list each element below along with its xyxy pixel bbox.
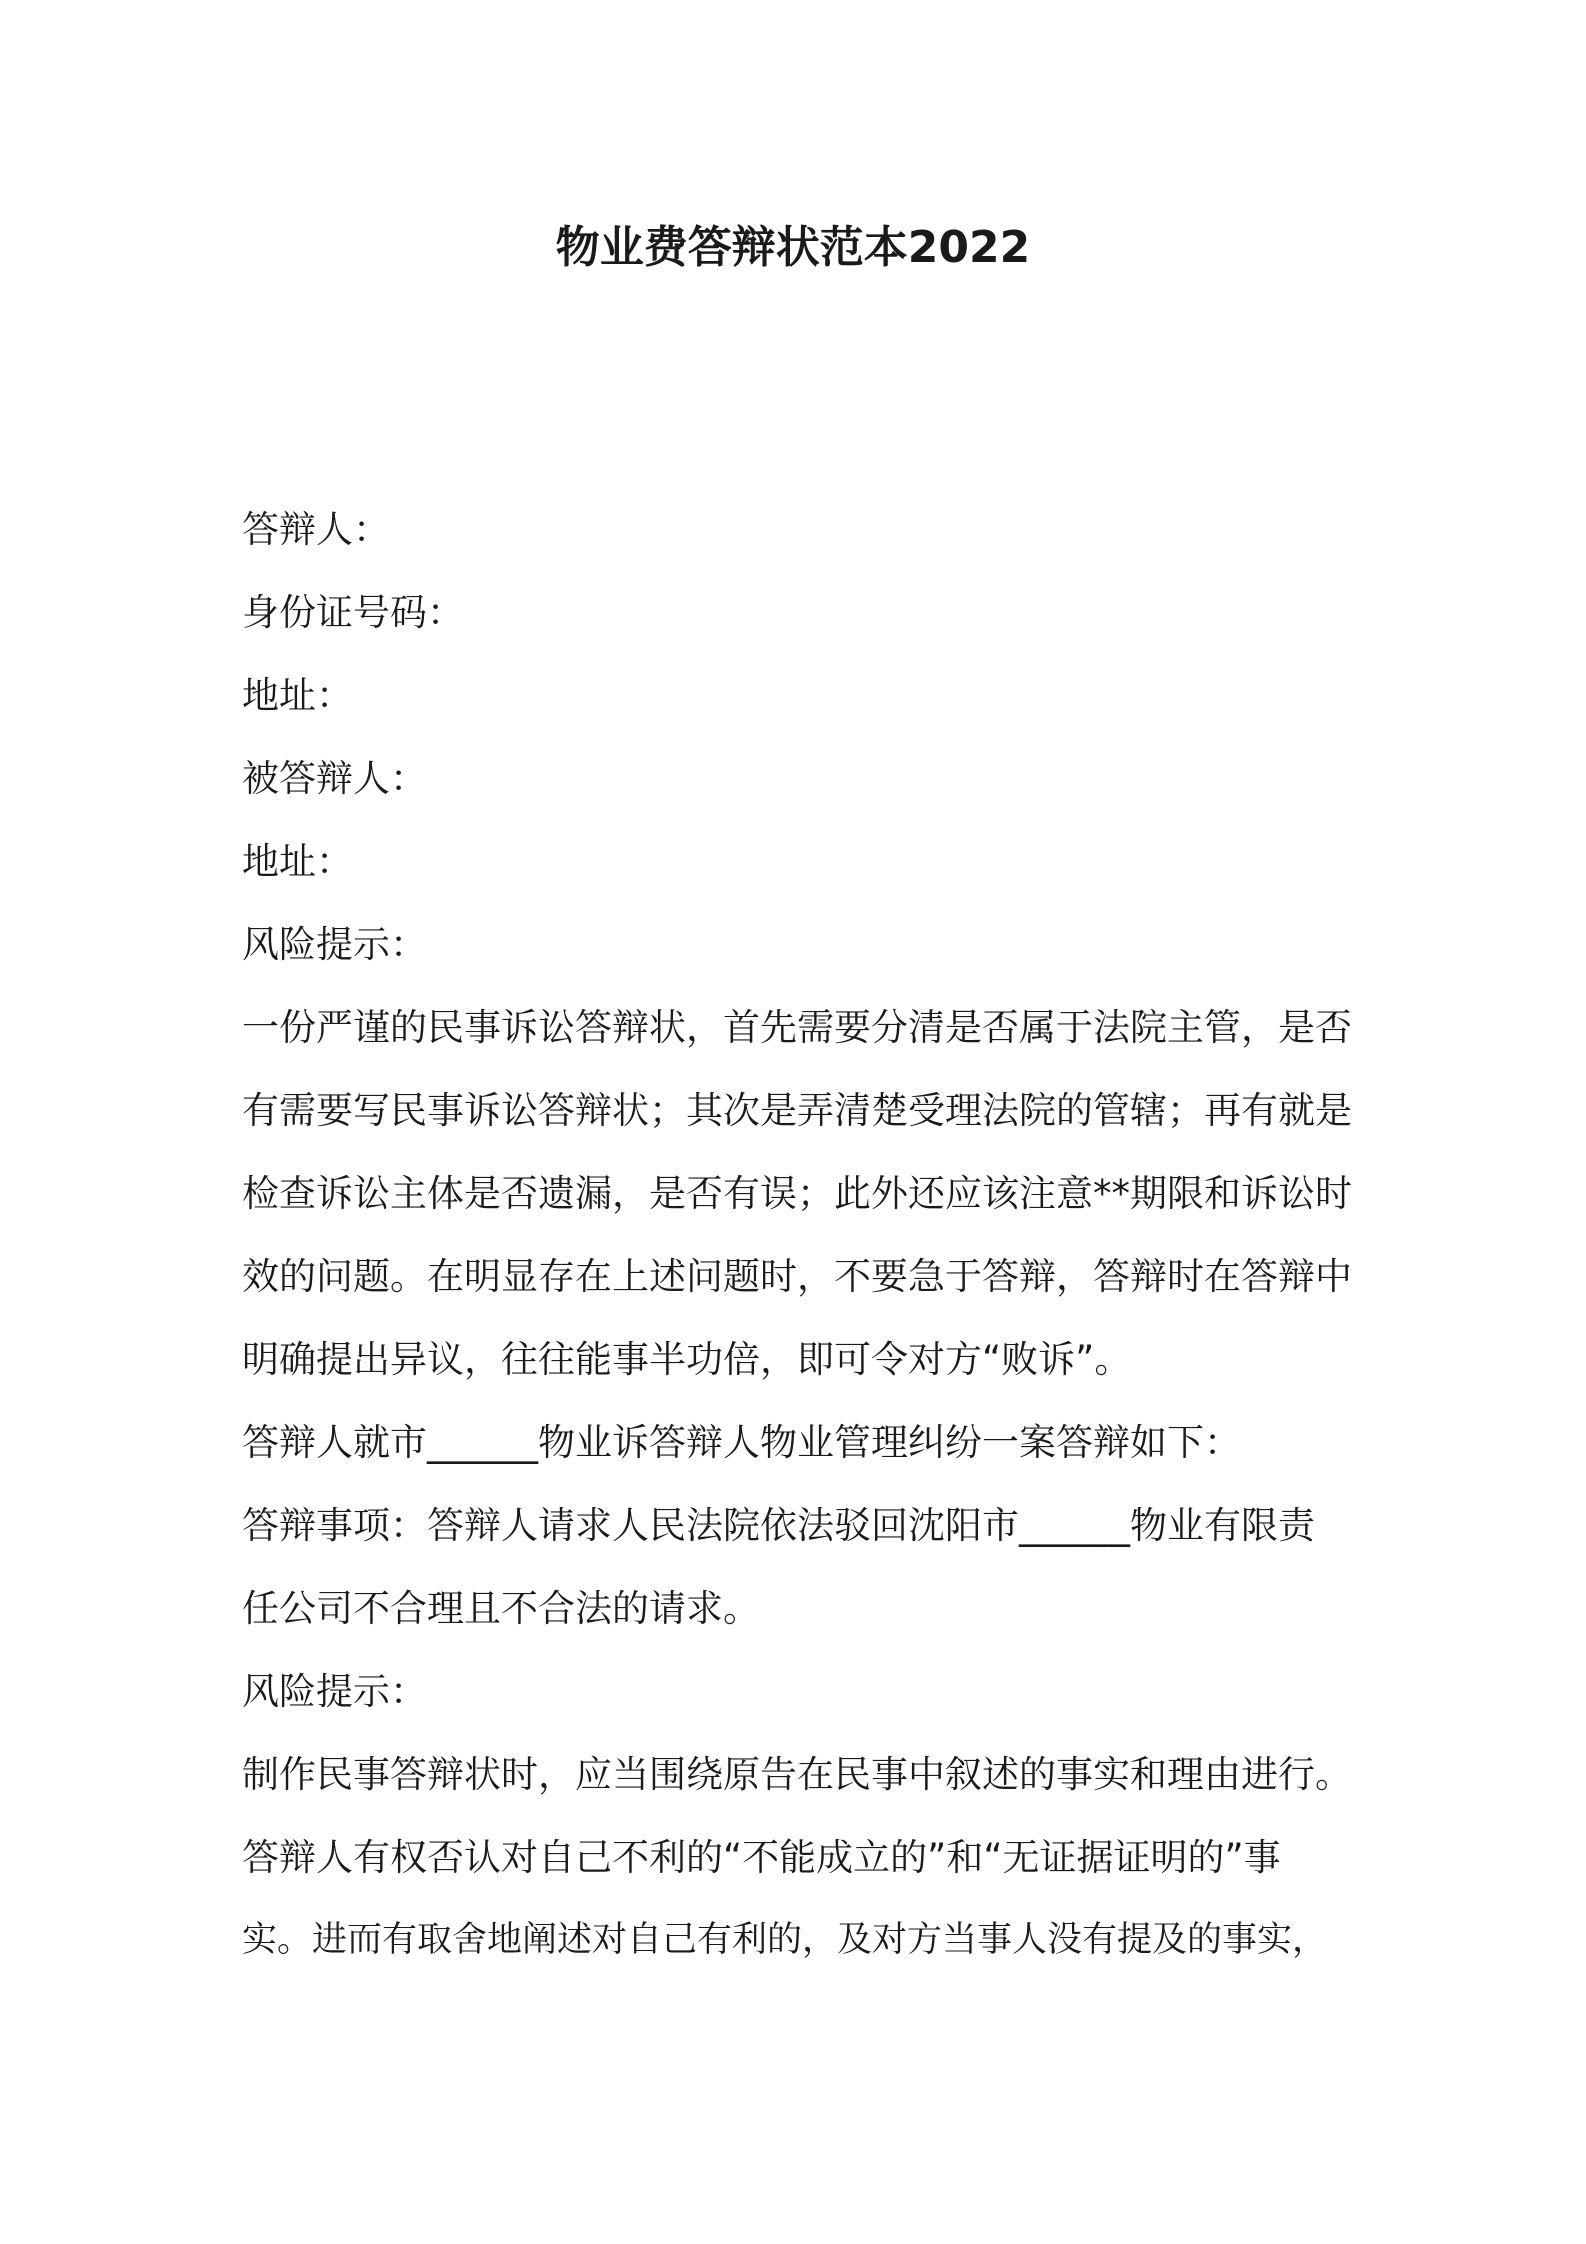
risk-heading: 风险提示： xyxy=(242,923,427,966)
paragraph-line: 检查诉讼主体是否遗漏，是否有误；此外还应该注意**期限和诉讼时 xyxy=(242,1172,1352,1215)
field-respondent: 答辩人： xyxy=(242,508,390,551)
statement-line: 答辩人就市______物业诉答辩人物业管理纠纷一案答辩如下： xyxy=(242,1421,1241,1464)
document-title: 物业费答辩状范本2022 xyxy=(555,222,1031,273)
paragraph-line: 一份严谨的民事诉讼答辩状，首先需要分清是否属于法院主管，是否 xyxy=(242,1006,1352,1049)
paragraph-line: 明确提出异议，往往能事半功倍，即可令对方“败诉”。 xyxy=(242,1338,1132,1381)
paragraph-line: 有需要写民事诉讼答辩状；其次是弄清楚受理法院的管辖；再有就是 xyxy=(242,1089,1352,1132)
paragraph-line: 答辩人有权否认对自己不利的“不能成立的”和“无证据证明的”事 xyxy=(242,1836,1281,1879)
paragraph-line: 制作民事答辩状时，应当围绕原告在民事中叙述的事实和理由进行。 xyxy=(242,1753,1352,1796)
field-id-number: 身份证号码： xyxy=(242,591,464,634)
paragraph-line: 实。进而有取舍地阐述对自己有利的，及对方当事人没有提及的事实， xyxy=(242,1920,1328,1960)
risk-heading: 风险提示： xyxy=(242,1670,427,1713)
field-address: 地址： xyxy=(242,674,353,717)
document-body xyxy=(242,488,1352,1982)
field-claimant-address: 地址： xyxy=(242,840,353,883)
paragraph-line: 效的问题。在明显存在上述问题时，不要急于答辩，答辩时在答辩中 xyxy=(242,1255,1352,1298)
paragraph-line: 答辩事项：答辩人请求人民法院依法驳回沈阳市______物业有限责 xyxy=(242,1504,1315,1547)
field-claimant: 被答辩人： xyxy=(242,757,427,800)
paragraph-line: 任公司不合理且不合法的请求。 xyxy=(242,1587,760,1630)
